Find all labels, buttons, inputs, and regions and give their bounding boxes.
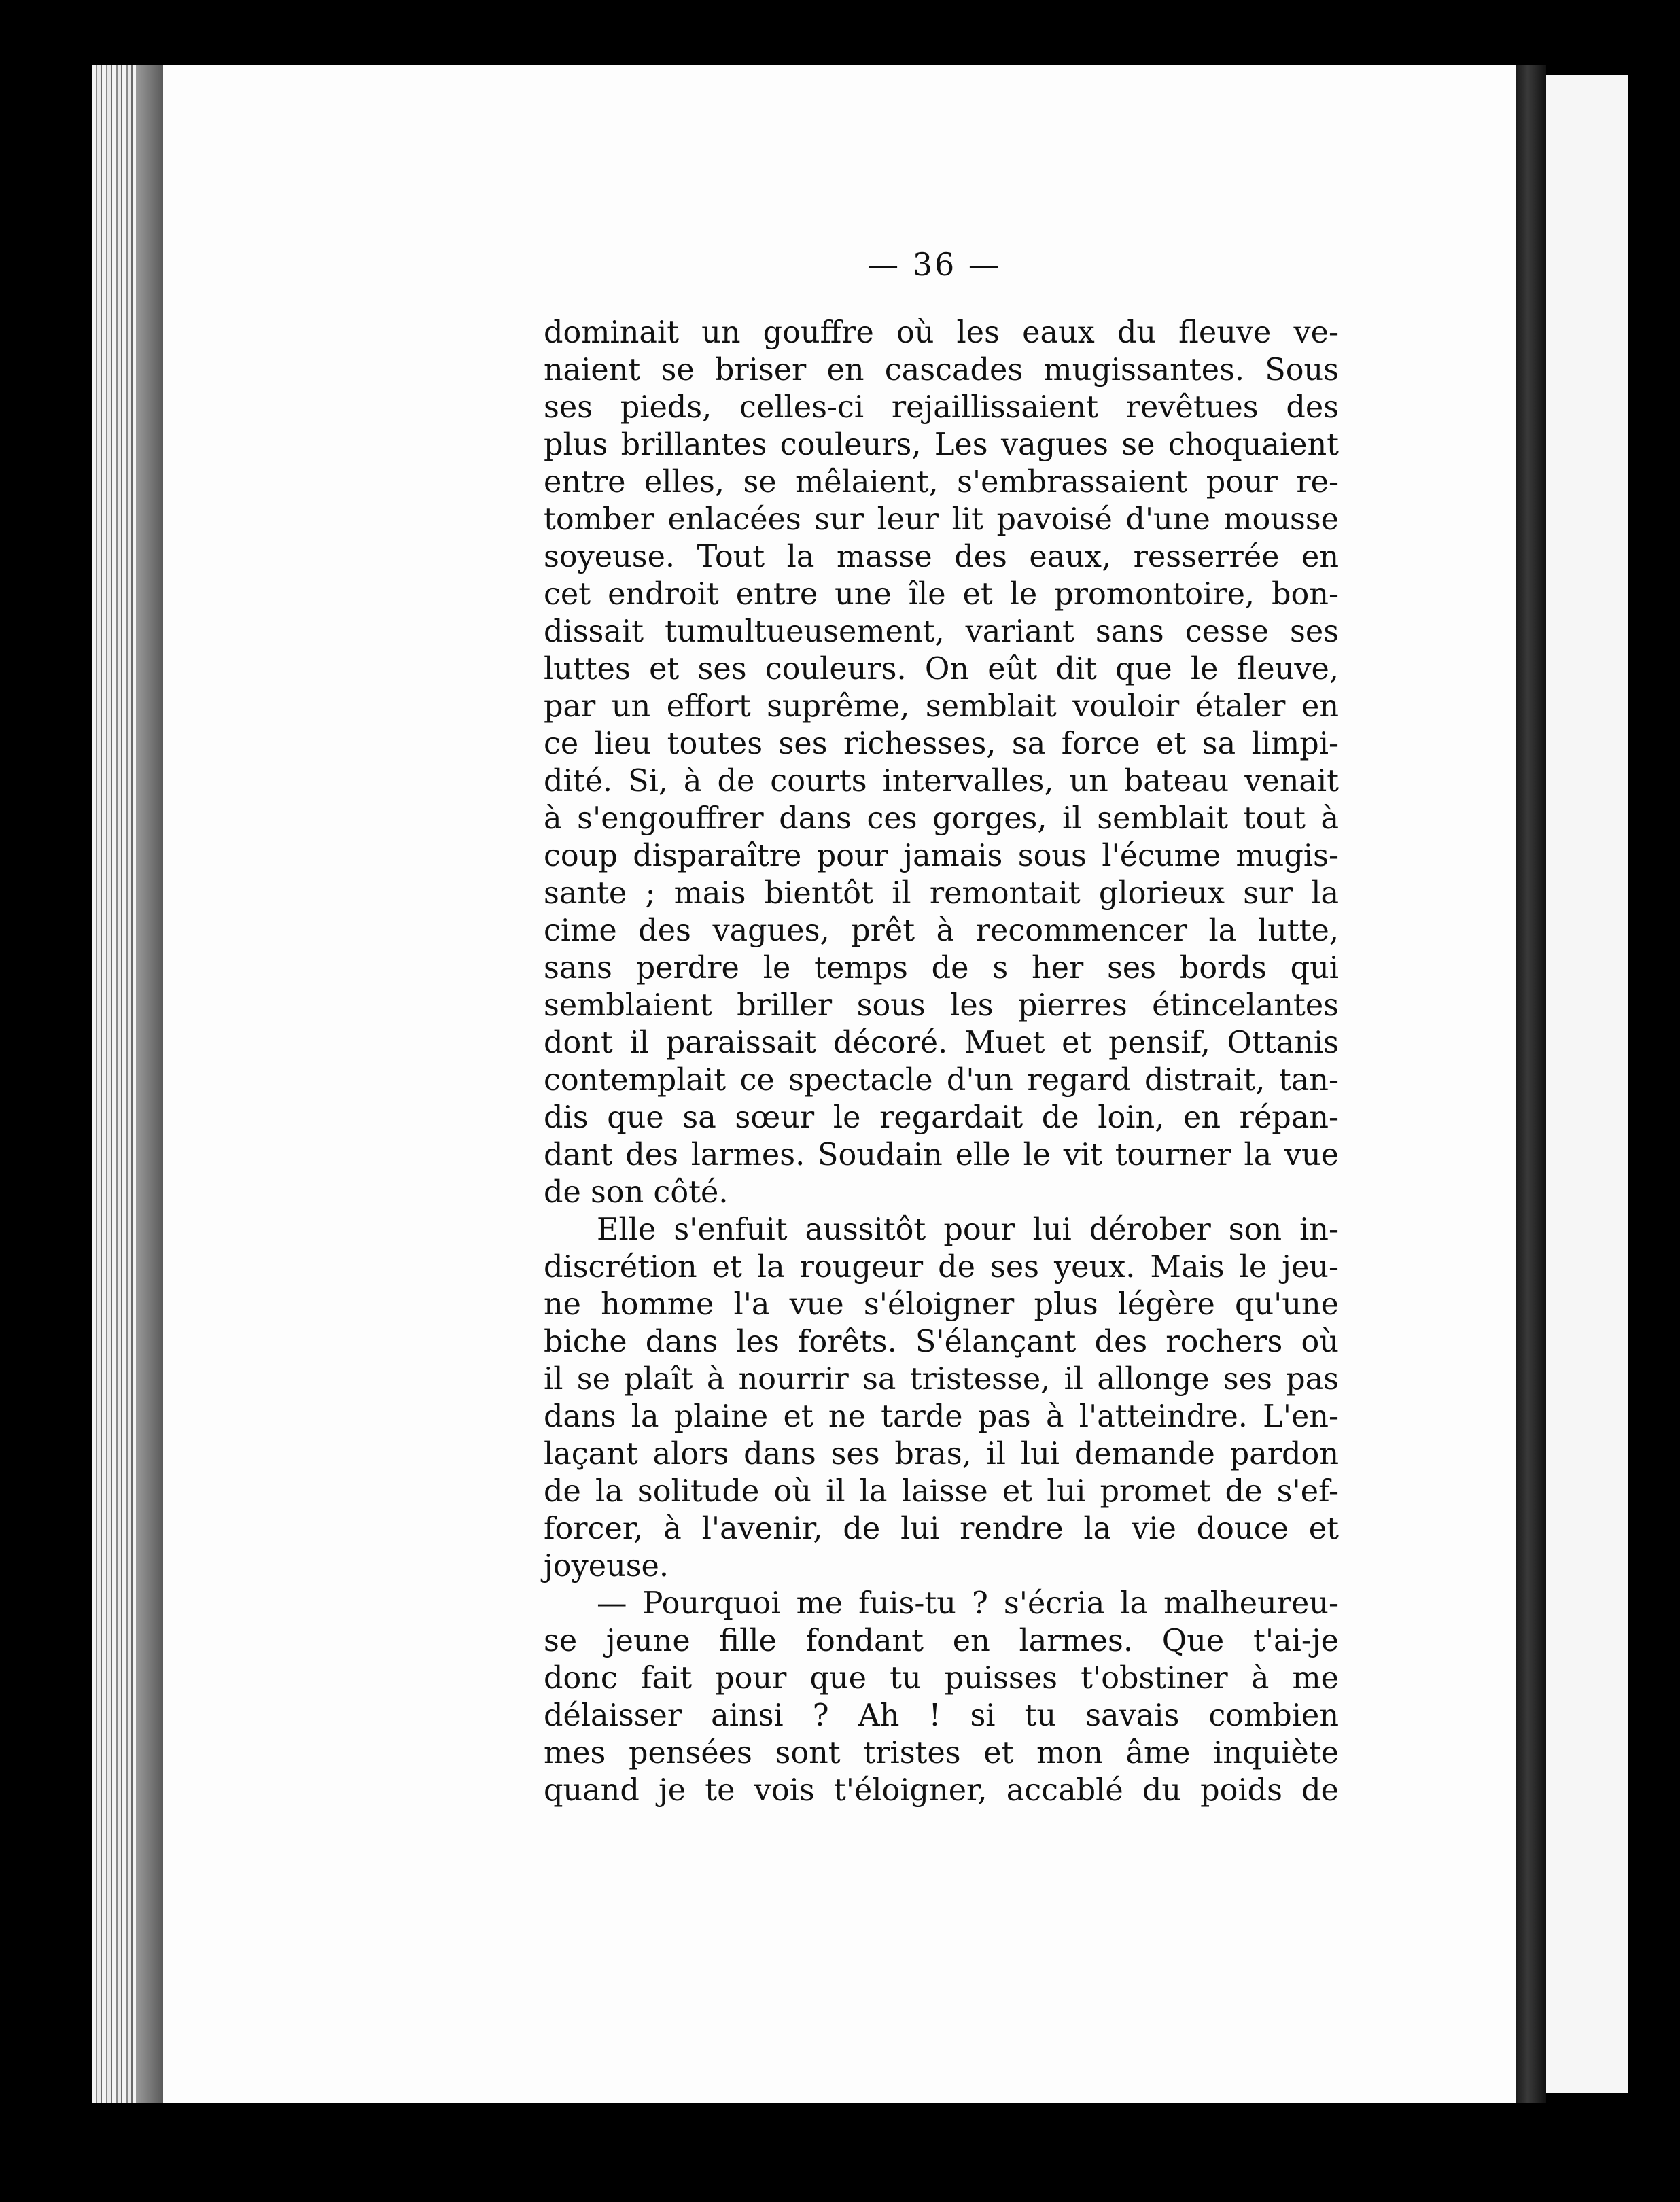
page-number: — 36 —: [867, 246, 1002, 283]
text-line: ses pieds, celles-ci rejaillissaient revêtues des: [544, 390, 1339, 425]
text-line: sante ; mais bientôt il remontait glorieux sur la: [544, 876, 1339, 911]
text-line: — Pourquoi me fuis-tu ? s'écria la malheureu-: [597, 1586, 1339, 1621]
text-line: semblaient briller sous les pierres étincelantes: [544, 988, 1339, 1023]
text-line: soyeuse. Tout la masse des eaux, resserrée en: [544, 540, 1339, 574]
page-edge-shadow: [136, 65, 163, 2103]
text-line: donc fait pour que tu puisses t'obstiner à me: [544, 1661, 1339, 1696]
text-line: dant des larmes. Soudain elle le vit tourner la vue: [544, 1138, 1339, 1172]
text-line: entre elles, se mêlaient, s'embrassaient pour re-: [544, 465, 1339, 500]
text-line: quand je te vois t'éloigner, accablé du poids de: [544, 1773, 1339, 1808]
text-line: mes pensées sont tristes et mon âme inquiète: [544, 1736, 1339, 1770]
text-line: dis que sa sœur le regardait de loin, en répan-: [544, 1100, 1339, 1135]
text-line: dont il paraissait décoré. Muet et pensif, Ottanis: [544, 1026, 1339, 1060]
text-line: coup disparaître pour jamais sous l'écume mugis-: [544, 839, 1339, 873]
text-line: cime des vagues, prêt à recommencer la lutte,: [544, 913, 1339, 948]
text-line: sans perdre le temps de s her ses bords qui: [544, 951, 1339, 985]
text-line: tomber enlacées sur leur lit pavoisé d'une mousse: [544, 502, 1339, 537]
text-line: joyeuse.: [544, 1549, 669, 1584]
book-gutter: [1516, 65, 1546, 2103]
text-line: luttes et ses couleurs. On eût dit que le fleuve,: [544, 652, 1339, 686]
text-line: dominait un gouffre où les eaux du fleuve ve-: [544, 315, 1339, 350]
text-line: dissait tumultueusement, variant sans cesse ses: [544, 614, 1339, 649]
text-line: laçant alors dans ses bras, il lui demande pardon: [544, 1437, 1339, 1471]
text-line: par un effort suprême, semblait vouloir étaler en: [544, 689, 1339, 724]
text-line: délaisser ainsi ? Ah ! si tu savais combien: [544, 1698, 1339, 1733]
text-line: de son côté.: [544, 1175, 729, 1210]
text-line: il se plaît à nourrir sa tristesse, il allonge ses pas: [544, 1362, 1339, 1397]
text-line: forcer, à l'avenir, de lui rendre la vie douce et: [544, 1511, 1339, 1546]
facing-page-strip: [1546, 75, 1628, 2093]
text-line: cet endroit entre une île et le promontoire, bon-: [544, 577, 1339, 612]
text-line: plus brillantes couleurs, Les vagues se choquaient: [544, 427, 1339, 462]
text-line: discrétion et la rougeur de ses yeux. Mais le jeu-: [544, 1250, 1339, 1284]
text-line: à s'engouffrer dans ces gorges, il semblait tout à: [544, 801, 1339, 836]
text-line: contemplait ce spectacle d'un regard distrait, tan-: [544, 1063, 1339, 1098]
text-line: dité. Si, à de courts intervalles, un bateau venait: [544, 764, 1339, 799]
body-text: [544, 314, 1339, 1809]
text-line: biche dans les forêts. S'élançant des rochers où: [544, 1325, 1339, 1359]
text-line: se jeune fille fondant en larmes. Que t'ai-je: [544, 1624, 1339, 1658]
text-line: ce lieu toutes ses richesses, sa force et sa limpi-: [544, 727, 1339, 761]
text-line: Elle s'enfuit aussitôt pour lui dérober son in-: [597, 1212, 1339, 1247]
text-line: de la solitude où il la laisse et lui promet de s'ef-: [544, 1474, 1339, 1509]
text-line: ne homme l'a vue s'éloigner plus légère qu'une: [544, 1287, 1339, 1322]
text-line: naient se briser en cascades mugissantes. Sous: [544, 353, 1339, 387]
text-line: dans la plaine et ne tarde pas à l'atteindre. L'en-: [544, 1399, 1339, 1434]
scan-right-margin: [1628, 0, 1680, 2202]
